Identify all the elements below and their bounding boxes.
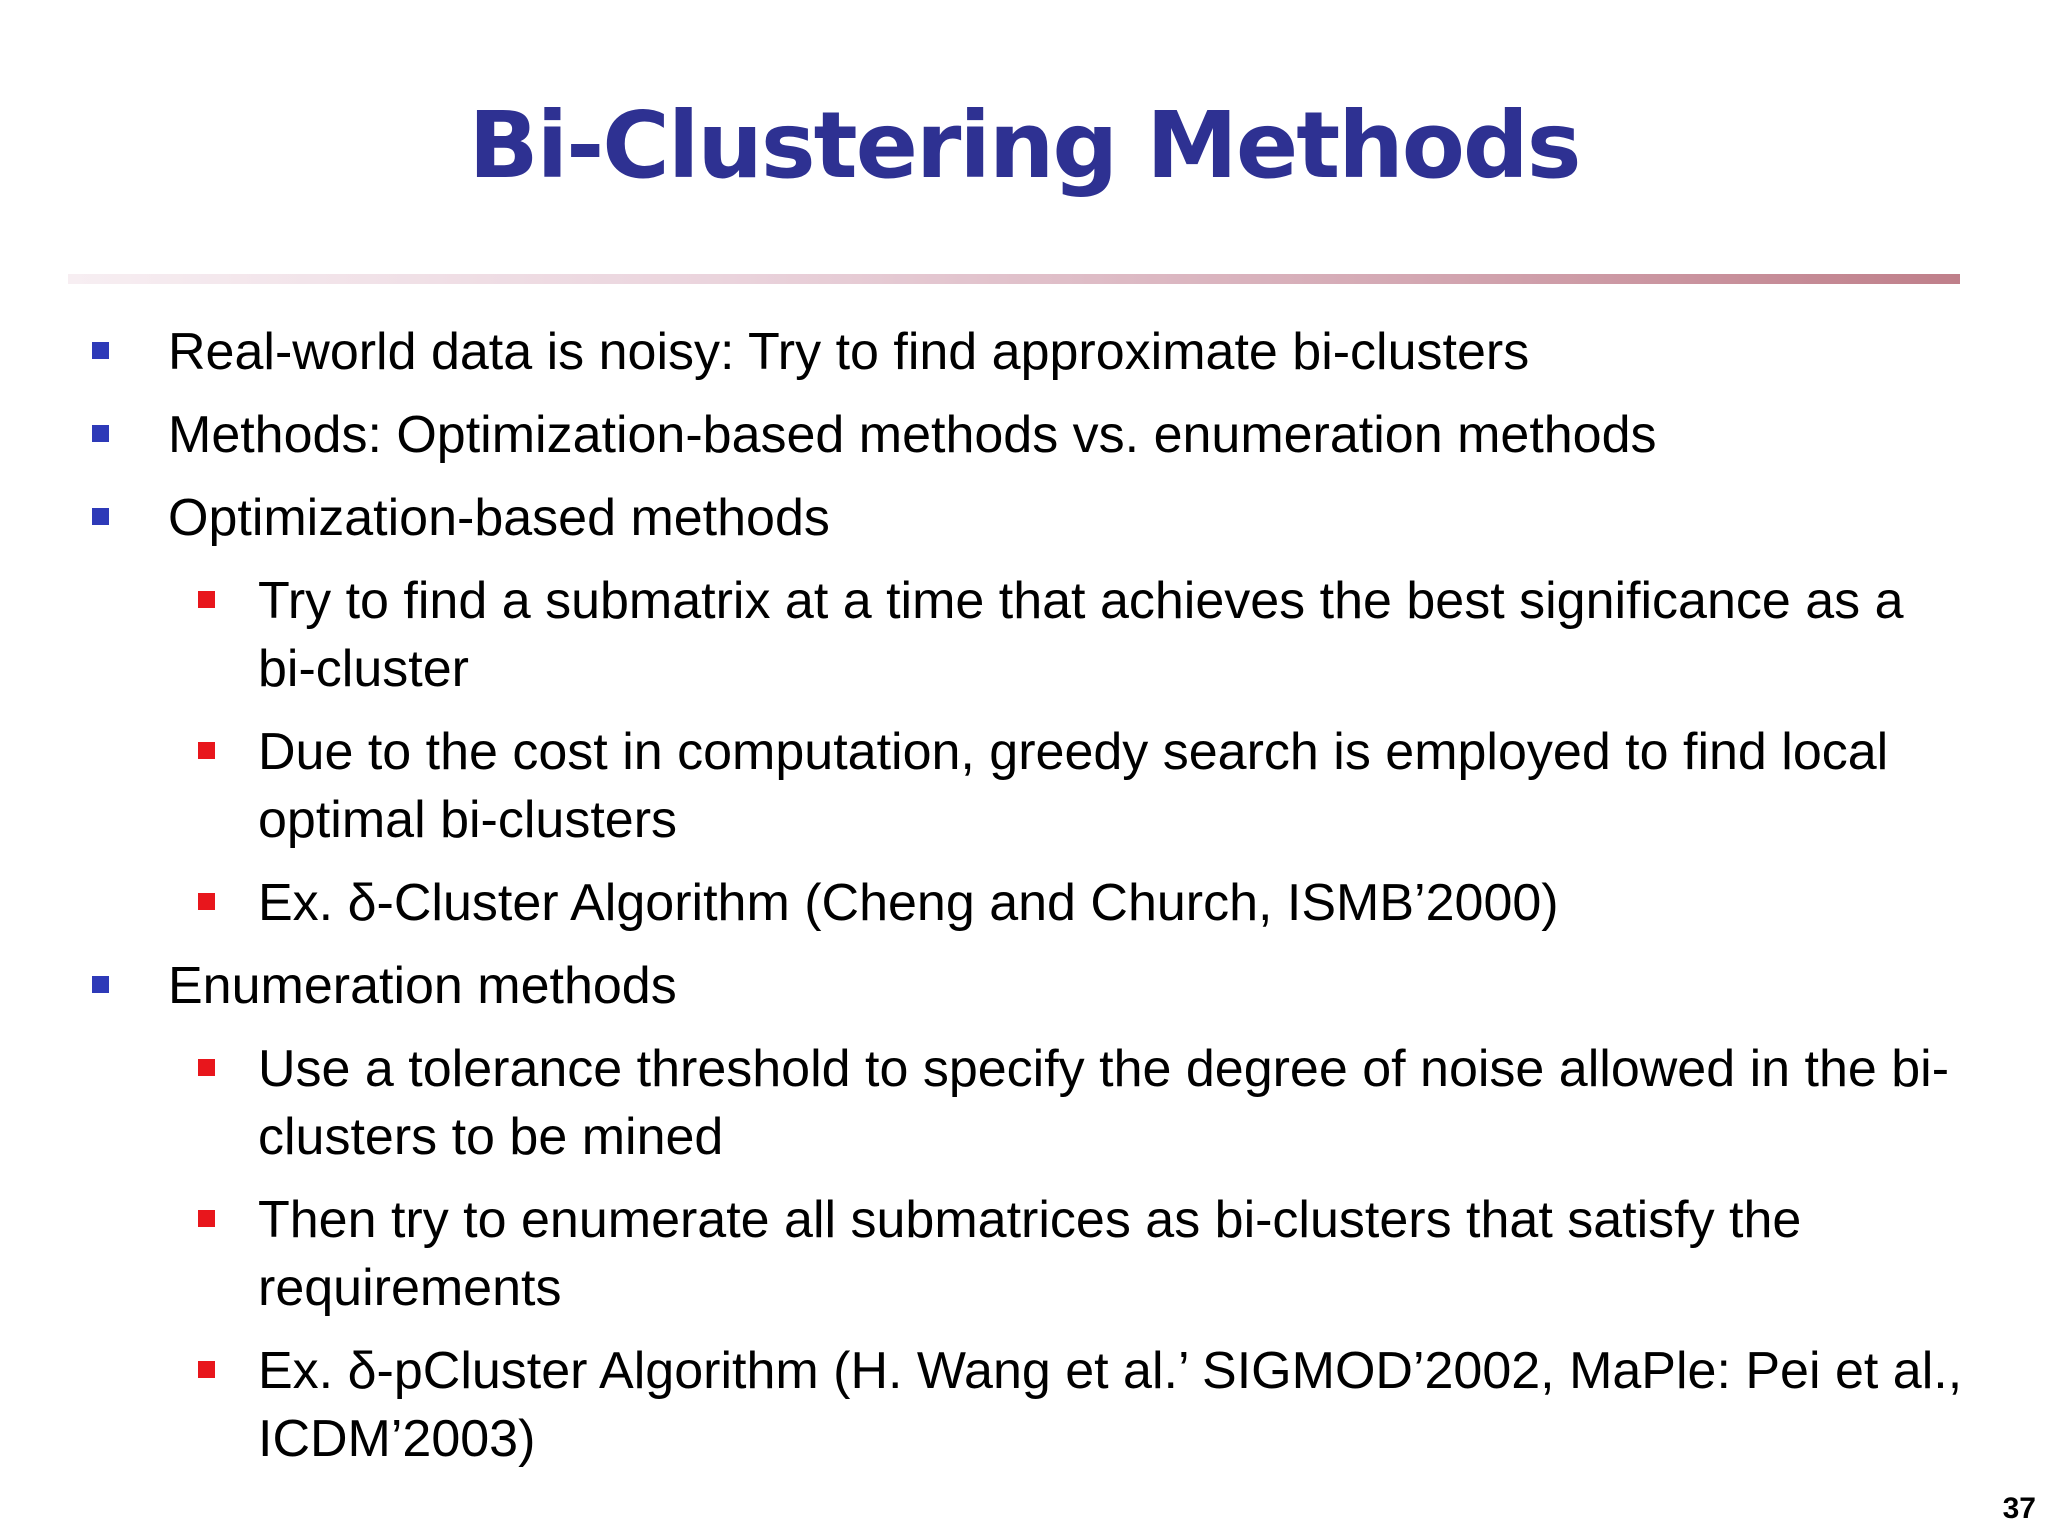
square-bullet-icon <box>92 508 109 525</box>
square-bullet-icon <box>92 425 109 442</box>
bullet-item <box>168 318 1988 386</box>
sub-bullet-text: Then try to enumerate all submatrices as bi-clusters that satisfy the requirements <box>258 1191 1802 1317</box>
sub-bullet-text: Ex. δ-pCluster Algorithm (H. Wang et al.’ SIGMOD’2002, MaPle: Pei et al., ICDM’2003) <box>258 1342 1963 1468</box>
sub-bullet-text: Use a tolerance threshold to specify the degree of noise allowed in the bi-clusters to be mined <box>258 1040 1950 1166</box>
square-bullet-icon <box>92 976 109 993</box>
square-bullet-icon <box>92 342 109 359</box>
bullet-list <box>0 318 2048 1488</box>
bullet-text: Optimization-based methods <box>168 489 830 547</box>
bullet-item <box>168 952 1988 1020</box>
sub-bullet-text: Try to find a submatrix at a time that achieves the best significance as a bi-cluster <box>258 572 1904 698</box>
bullet-text: Methods: Optimization-based methods vs. enumeration methods <box>168 406 1657 464</box>
square-bullet-icon <box>198 742 215 759</box>
square-bullet-icon <box>198 1059 215 1076</box>
sub-bullet-item <box>258 1337 1968 1473</box>
title-divider <box>68 274 1960 284</box>
bullet-text: Enumeration methods <box>168 957 677 1015</box>
slide-title: Bi-Clustering Methods <box>468 92 1580 199</box>
sub-bullet-item <box>258 718 1968 854</box>
square-bullet-icon <box>198 591 215 608</box>
square-bullet-icon <box>198 1361 215 1378</box>
sub-bullet-item <box>258 1186 1968 1322</box>
sub-bullet-item <box>258 869 1968 937</box>
square-bullet-icon <box>198 893 215 910</box>
bullet-item <box>168 484 1988 552</box>
sub-bullet-text: Due to the cost in computation, greedy search is employed to find local optimal bi-clusters <box>258 723 1889 849</box>
page-number: 37 <box>2002 1492 2036 1525</box>
bullet-text: Real-world data is noisy: Try to find approximate bi-clusters <box>168 323 1530 381</box>
sub-bullet-item <box>258 567 1968 703</box>
sub-bullet-text: Ex. δ-Cluster Algorithm (Cheng and Church, ISMB’2000) <box>258 874 1559 932</box>
square-bullet-icon <box>198 1210 215 1227</box>
sub-bullet-item <box>258 1035 1968 1171</box>
bullet-item <box>168 401 1988 469</box>
